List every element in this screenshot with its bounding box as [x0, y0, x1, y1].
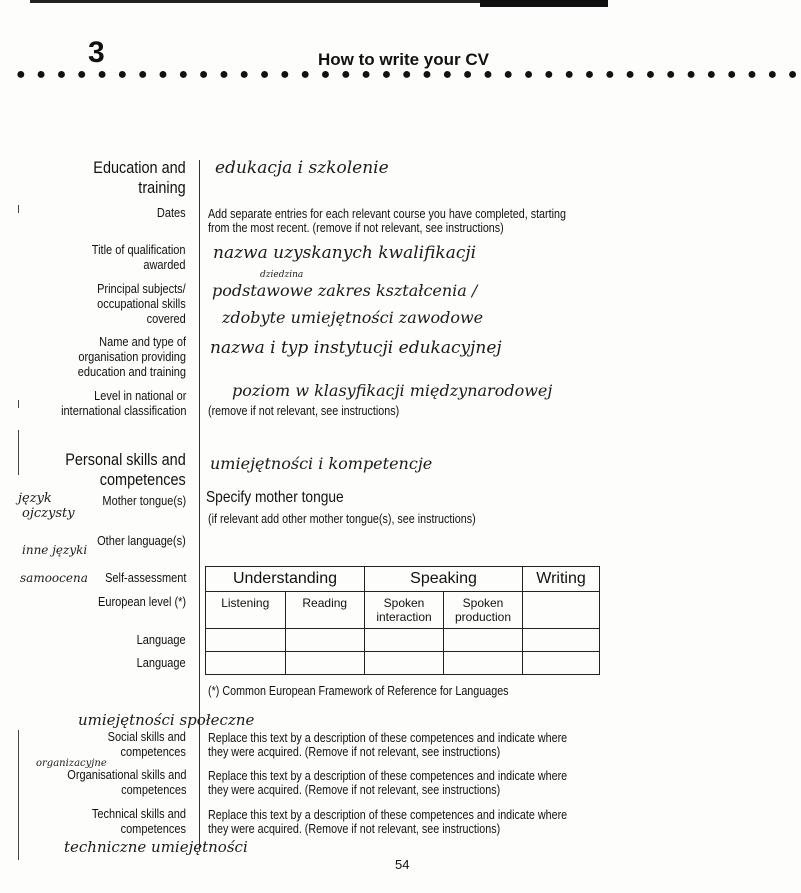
spoken-production-line1: Spoken: [462, 596, 504, 610]
table-cell: [365, 652, 444, 675]
subjects-label-line2: occupational skills: [97, 297, 186, 311]
margin-mark: [18, 430, 19, 475]
other-language-label: Other language(s): [97, 534, 186, 548]
table-cell: [523, 652, 600, 675]
handwritten-subjects-note-2: zdobyte umiejętności zawodowe: [222, 308, 484, 327]
education-heading-line2: training: [138, 178, 186, 197]
social-skills-label-line1: Social skills and: [107, 730, 186, 744]
social-skills-label-line2: competences: [120, 745, 186, 759]
spoken-interaction-line1: Spoken: [383, 596, 425, 610]
organisational-skills-text-1: Replace this text by a description of these competences and indicate where: [208, 769, 568, 783]
technical-skills-label-line2: competences: [120, 822, 186, 836]
personal-heading: [66, 450, 186, 490]
handwritten-self-note: samoocena: [20, 571, 88, 585]
top-rule-thick: [480, 0, 608, 7]
personal-heading-line2: competences: [100, 470, 186, 489]
level-label-line2: international classification: [60, 404, 186, 418]
margin-mark: [18, 730, 19, 860]
handwritten-mother-note-2: ojczysty: [22, 506, 75, 521]
table-cell: [206, 652, 286, 675]
personal-heading-line1: Personal skills and: [65, 450, 186, 469]
handwritten-org-note: organizacyjne: [36, 758, 107, 769]
handwritten-personal-note: umiejętności i kompetencje: [210, 454, 433, 473]
handwritten-education-note: edukacja i szkolenie: [215, 158, 389, 178]
level-text: (remove if not relevant, see instructions): [208, 404, 400, 418]
handwritten-qualification-note: nazwa uzyskanych kwalifikacji: [213, 243, 477, 263]
reading-header: Reading: [285, 592, 365, 629]
margin-mark: [18, 400, 19, 408]
organisation-label: [78, 335, 186, 380]
language-row-2-label: Language: [137, 656, 186, 670]
organisational-skills-text-2: they were acquired. (Remove if not relevant, see instructions): [208, 783, 501, 797]
technical-skills-text-1: Replace this text by a description of these competences and indicate where: [208, 808, 568, 822]
handwritten-tech-note: techniczne umiejętności: [64, 838, 248, 856]
handwritten-subjects-note: podstawowe zakres kształcenia /: [212, 281, 478, 300]
spoken-production-header: [444, 592, 523, 629]
organisation-label-line3: education and training: [77, 365, 186, 379]
margin-mark: [18, 205, 19, 213]
organisational-skills-label-line2: competences: [120, 783, 186, 797]
european-level-label: European level (*): [97, 595, 186, 609]
handwritten-level-note: poziom w klasyfikacji międzynarodowej: [232, 381, 553, 400]
subjects-label-line3: covered: [146, 312, 186, 326]
dates-text-1: Add separate entries for each relevant course you have completed, starting: [208, 207, 566, 221]
education-heading: [94, 158, 186, 198]
social-skills-text-1: Replace this text by a description of these competences and indicate where: [208, 731, 568, 745]
table-cell: [444, 629, 523, 652]
handwritten-social-note: umiejętności społeczne: [78, 711, 255, 729]
handwritten-other-note: inne języki: [22, 543, 88, 557]
education-heading-line1: Education and: [93, 158, 186, 177]
self-assessment-label: Self-assessment: [104, 571, 186, 585]
mother-tongue-label: Mother tongue(s): [102, 494, 186, 508]
chapter-number: 3: [88, 36, 105, 69]
technical-skills-text-2: they were acquired. (Remove if not relevant, see instructions): [208, 822, 501, 836]
subjects-label-line1: Principal subjects/: [97, 282, 186, 296]
qualification-label-line2: awarded: [143, 258, 186, 272]
spoken-production-line2: production: [454, 610, 512, 624]
writing-sub-cell: [523, 592, 600, 629]
language-row-1-label: Language: [137, 633, 186, 647]
table-cell: [206, 629, 286, 652]
cefr-footnote: (*) Common European Framework of Reference for Languages: [208, 684, 509, 698]
technical-skills-label: [92, 807, 186, 837]
dates-label: Dates: [157, 206, 186, 220]
speaking-header: Speaking: [365, 567, 523, 592]
mother-tongue-text: (if relevant add other mother tongue(s), see instructions): [208, 512, 476, 526]
mother-tongue-title: Specify mother tongue: [206, 489, 344, 506]
table-cell: [285, 652, 365, 675]
social-skills-text-2: they were acquired. (Remove if not relevant, see instructions): [208, 745, 501, 759]
language-assessment-table: [205, 566, 600, 675]
qualification-label-line1: Title of qualification: [92, 243, 186, 257]
spoken-interaction-line2: interaction: [376, 610, 432, 624]
organisation-label-line2: organisation providing: [78, 350, 186, 364]
subjects-label: [97, 282, 186, 327]
handwritten-organisation-note: nazwa i typ instytucji edukacyjnej: [210, 338, 502, 358]
language-row-2-cells: [206, 652, 600, 675]
organisation-label-line1: Name and type of: [99, 335, 186, 349]
table-cell: [285, 629, 365, 652]
technical-skills-label-line1: Technical skills and: [91, 807, 186, 821]
organisational-skills-label: [67, 768, 186, 798]
table-cell: [444, 652, 523, 675]
handwritten-subjects-small-note: dziedzina: [260, 270, 304, 280]
dates-text-2: from the most recent. (remove if not relevant, see instructions): [208, 221, 504, 235]
social-skills-label: [108, 730, 186, 760]
qualification-label: [92, 243, 186, 273]
understanding-header: Understanding: [206, 567, 365, 592]
table-cell: [523, 629, 600, 652]
language-row-1-cells: [206, 629, 600, 652]
level-label: [61, 389, 186, 419]
level-label-line1: Level in national or: [93, 389, 186, 403]
table-cell: [365, 629, 444, 652]
column-divider: [199, 160, 200, 850]
page-number: 54: [395, 857, 410, 872]
handwritten-mother-note-1: język: [18, 491, 52, 506]
writing-header: Writing: [523, 567, 600, 592]
listening-header: Listening: [206, 592, 286, 629]
page-title: How to write your CV: [318, 50, 489, 69]
spoken-interaction-header: [365, 592, 444, 629]
organisational-skills-label-line1: Organisational skills and: [66, 768, 186, 782]
dotted-divider: ● ● ● ● ● ● ● ● ● ● ● ● ● ● ● ● ● ● ● ● ● ● ● ● ● ● ● ● ● ● ● ● ● ● ● ● ● ● ●: [16, 66, 801, 83]
